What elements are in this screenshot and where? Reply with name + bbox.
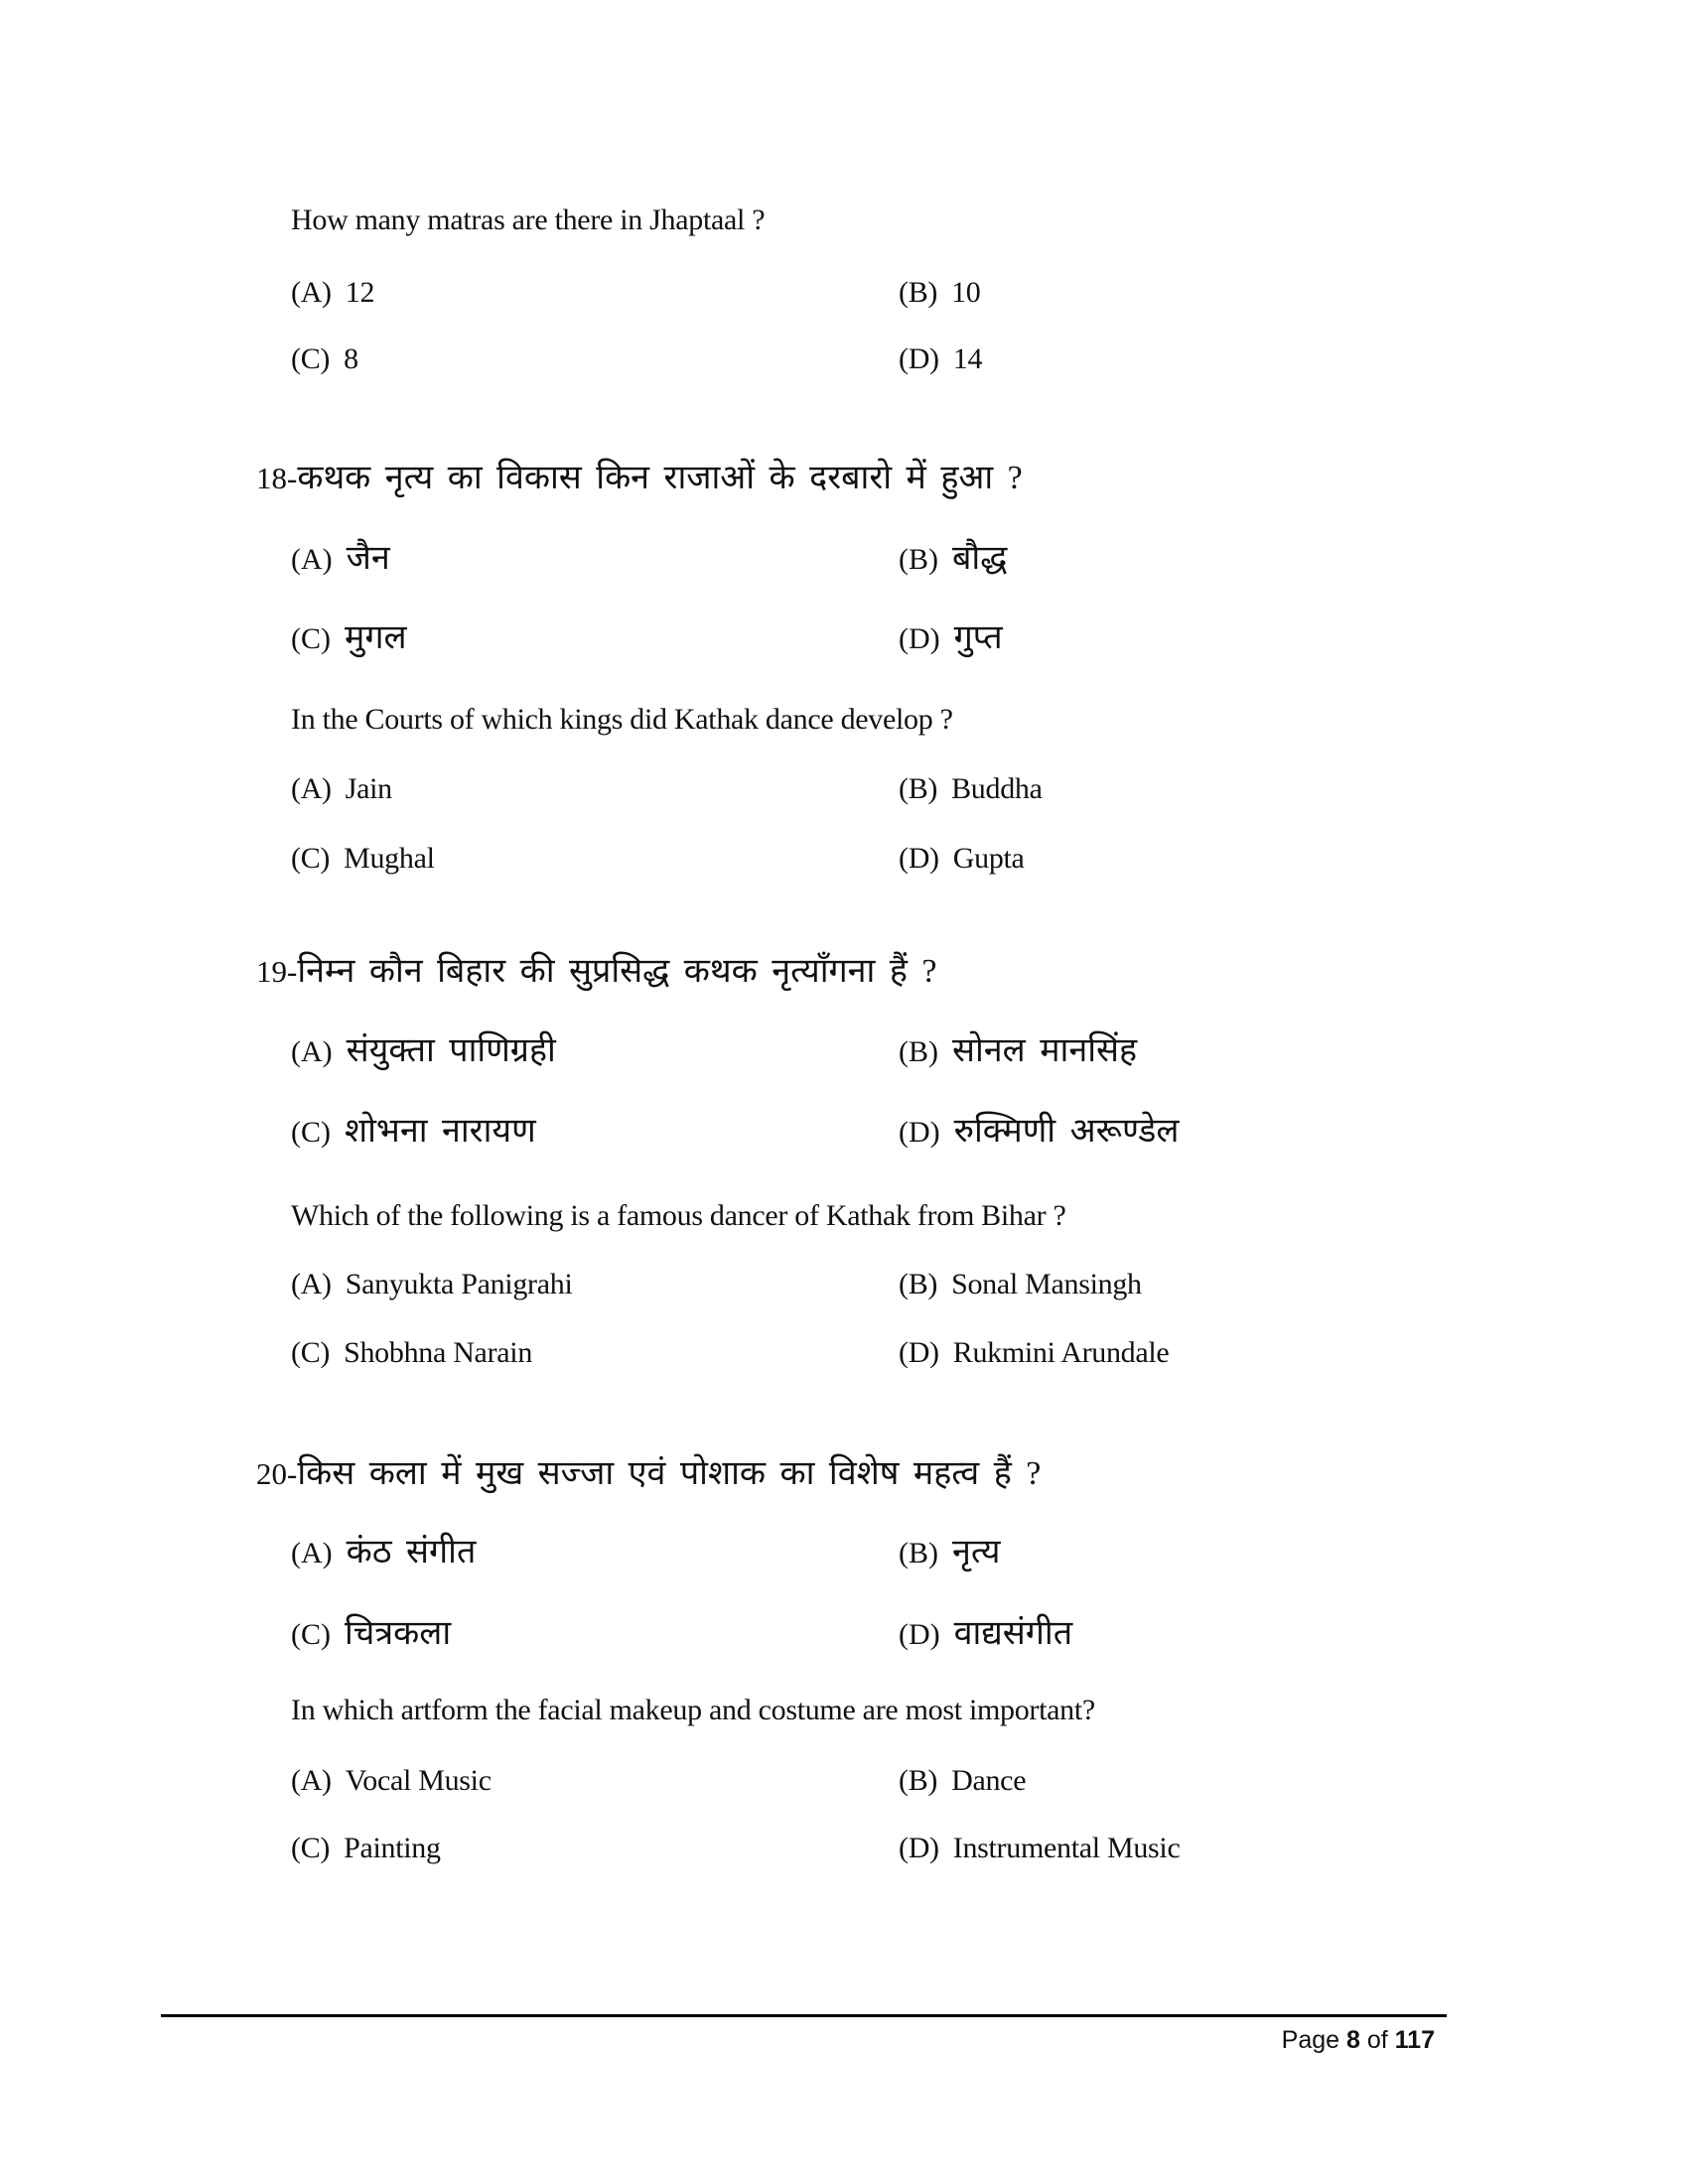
question-20-hindi-option-c — [291, 1614, 451, 1654]
option-label: (C) — [291, 1618, 331, 1651]
question-18-hindi-option-b — [899, 539, 1007, 579]
option-label: (A) — [291, 1537, 333, 1570]
option-label: (B) — [899, 1764, 938, 1797]
option-label: (D) — [899, 342, 939, 375]
question-18-english-option-c — [291, 839, 435, 879]
option-label: (B) — [899, 543, 938, 576]
option-label: (A) — [291, 772, 332, 805]
option-value: चित्रकला — [345, 1615, 452, 1652]
option-label: (B) — [899, 1537, 938, 1570]
option-label: (A) — [291, 276, 332, 309]
option-label: (C) — [291, 342, 331, 375]
option-value: Vocal Music — [345, 1764, 492, 1797]
question-18-hindi-option-a — [291, 539, 390, 579]
question-19-hindi-option-d — [899, 1112, 1179, 1152]
option-value: Shobhna Narain — [344, 1336, 533, 1369]
option-value: नृत्य — [952, 1534, 1001, 1570]
question-17-option-d — [899, 340, 982, 379]
option-value: Instrumental Music — [952, 1832, 1181, 1864]
page-number — [1282, 2023, 1435, 2057]
option-value: सोनल मानसिंह — [952, 1032, 1138, 1069]
question-19-english-option-d — [899, 1333, 1169, 1373]
question-19-hindi — [256, 952, 936, 992]
option-value: संयुक्ता पाणिग्रही — [346, 1032, 556, 1069]
option-label: (B) — [899, 1268, 938, 1300]
option-value: Buddha — [951, 772, 1043, 805]
option-label: (D) — [899, 1116, 940, 1149]
question-19-hindi-option-b — [899, 1031, 1137, 1071]
option-value: रुक्मिणी अरूण्डेल — [953, 1113, 1180, 1150]
question-19-hindi-option-a — [291, 1031, 556, 1071]
option-value: गुप्त — [953, 619, 1003, 656]
question-20-hindi-text: किस कला में मुख सज्जा एवं पोशाक का विशेष महत्व हैं ? — [297, 1455, 1042, 1492]
option-value: मुगल — [345, 619, 407, 656]
question-18-english-option-d — [899, 839, 1025, 879]
question-18-english-option-b — [899, 769, 1043, 809]
option-label: (D) — [899, 1336, 939, 1369]
option-label: (D) — [899, 622, 940, 655]
option-value: Mughal — [344, 842, 435, 875]
option-value: जैन — [346, 540, 390, 577]
question-18-english-option-a — [291, 769, 392, 809]
question-number: 18- — [256, 461, 298, 495]
option-value: कंठ संगीत — [346, 1534, 477, 1570]
option-label: (A) — [291, 543, 333, 576]
question-20-english-option-a — [291, 1761, 492, 1801]
option-label: (A) — [291, 1764, 332, 1797]
option-label: (C) — [291, 622, 331, 655]
option-value: शोभना नारायण — [345, 1113, 536, 1150]
question-20-english-option-d — [899, 1829, 1180, 1868]
question-19-hindi-text: निम्न कौन बिहार की सुप्रसिद्ध कथक नृत्याँगना हैं ? — [297, 953, 937, 990]
option-label: (C) — [291, 1116, 331, 1149]
question-20-hindi-option-d — [899, 1614, 1072, 1654]
question-20-hindi-option-a — [291, 1533, 476, 1572]
option-value: Jain — [345, 772, 392, 805]
page-of-label: of — [1366, 2026, 1388, 2054]
option-label: (B) — [899, 276, 938, 309]
question-20-english-option-c — [291, 1829, 441, 1868]
option-label: (A) — [291, 1035, 333, 1068]
question-20-english-text: In which artform the facial makeup and costume are most important? — [291, 1694, 1095, 1726]
question-number: 20- — [256, 1456, 298, 1491]
question-19-english-text: Which of the following is a famous dancer of Kathak from Bihar ? — [291, 1199, 1066, 1232]
option-value: Painting — [344, 1832, 441, 1864]
option-value: बौद्ध — [952, 540, 1008, 577]
question-20-english-option-b — [899, 1761, 1026, 1801]
option-value: 12 — [345, 276, 375, 309]
question-18-hindi-option-c — [291, 618, 407, 658]
option-value: Sonal Mansingh — [951, 1268, 1142, 1300]
option-label: (C) — [291, 1832, 331, 1864]
question-number: 19- — [256, 954, 298, 989]
total-pages: 117 — [1394, 2026, 1435, 2054]
option-label: (D) — [899, 842, 939, 875]
current-page: 8 — [1345, 2026, 1360, 2054]
option-value: Gupta — [952, 842, 1025, 875]
question-17-option-b — [899, 273, 981, 313]
option-label: (D) — [899, 1618, 940, 1651]
question-17-option-c — [291, 340, 358, 379]
question-19-english-option-b — [899, 1265, 1142, 1304]
question-19-hindi-option-c — [291, 1112, 536, 1152]
option-value: Rukmini Arundale — [952, 1336, 1170, 1369]
question-19-english-option-a — [291, 1265, 572, 1304]
option-label: (C) — [291, 1336, 331, 1369]
option-value: Sanyukta Panigrahi — [345, 1268, 573, 1300]
option-label: (B) — [899, 1035, 938, 1068]
option-value: 8 — [344, 342, 358, 375]
question-19-english-option-c — [291, 1333, 532, 1373]
question-20-hindi — [256, 1454, 1041, 1494]
option-value: वाद्यसंगीत — [953, 1615, 1073, 1652]
option-label: (B) — [899, 772, 938, 805]
question-17-english-text: How many matras are there in Jhaptaal ? — [291, 204, 766, 236]
question-17-option-a — [291, 273, 374, 313]
option-value: 10 — [951, 276, 981, 309]
question-18-hindi — [256, 459, 1023, 498]
option-value: Dance — [951, 1764, 1027, 1797]
question-20-hindi-option-b — [899, 1533, 1000, 1572]
question-18-hindi-text: कथक नृत्य का विकास किन राजाओं के दरबारो में हुआ ? — [297, 460, 1023, 496]
option-label: (C) — [291, 842, 331, 875]
question-18-hindi-option-d — [899, 618, 1003, 658]
option-value: 14 — [952, 342, 983, 375]
page-label: Page — [1281, 2026, 1340, 2054]
footer-divider — [161, 2014, 1447, 2017]
question-18-english-text: In the Courts of which kings did Kathak dance develop ? — [291, 703, 953, 736]
option-label: (A) — [291, 1268, 332, 1300]
option-label: (D) — [899, 1832, 939, 1864]
